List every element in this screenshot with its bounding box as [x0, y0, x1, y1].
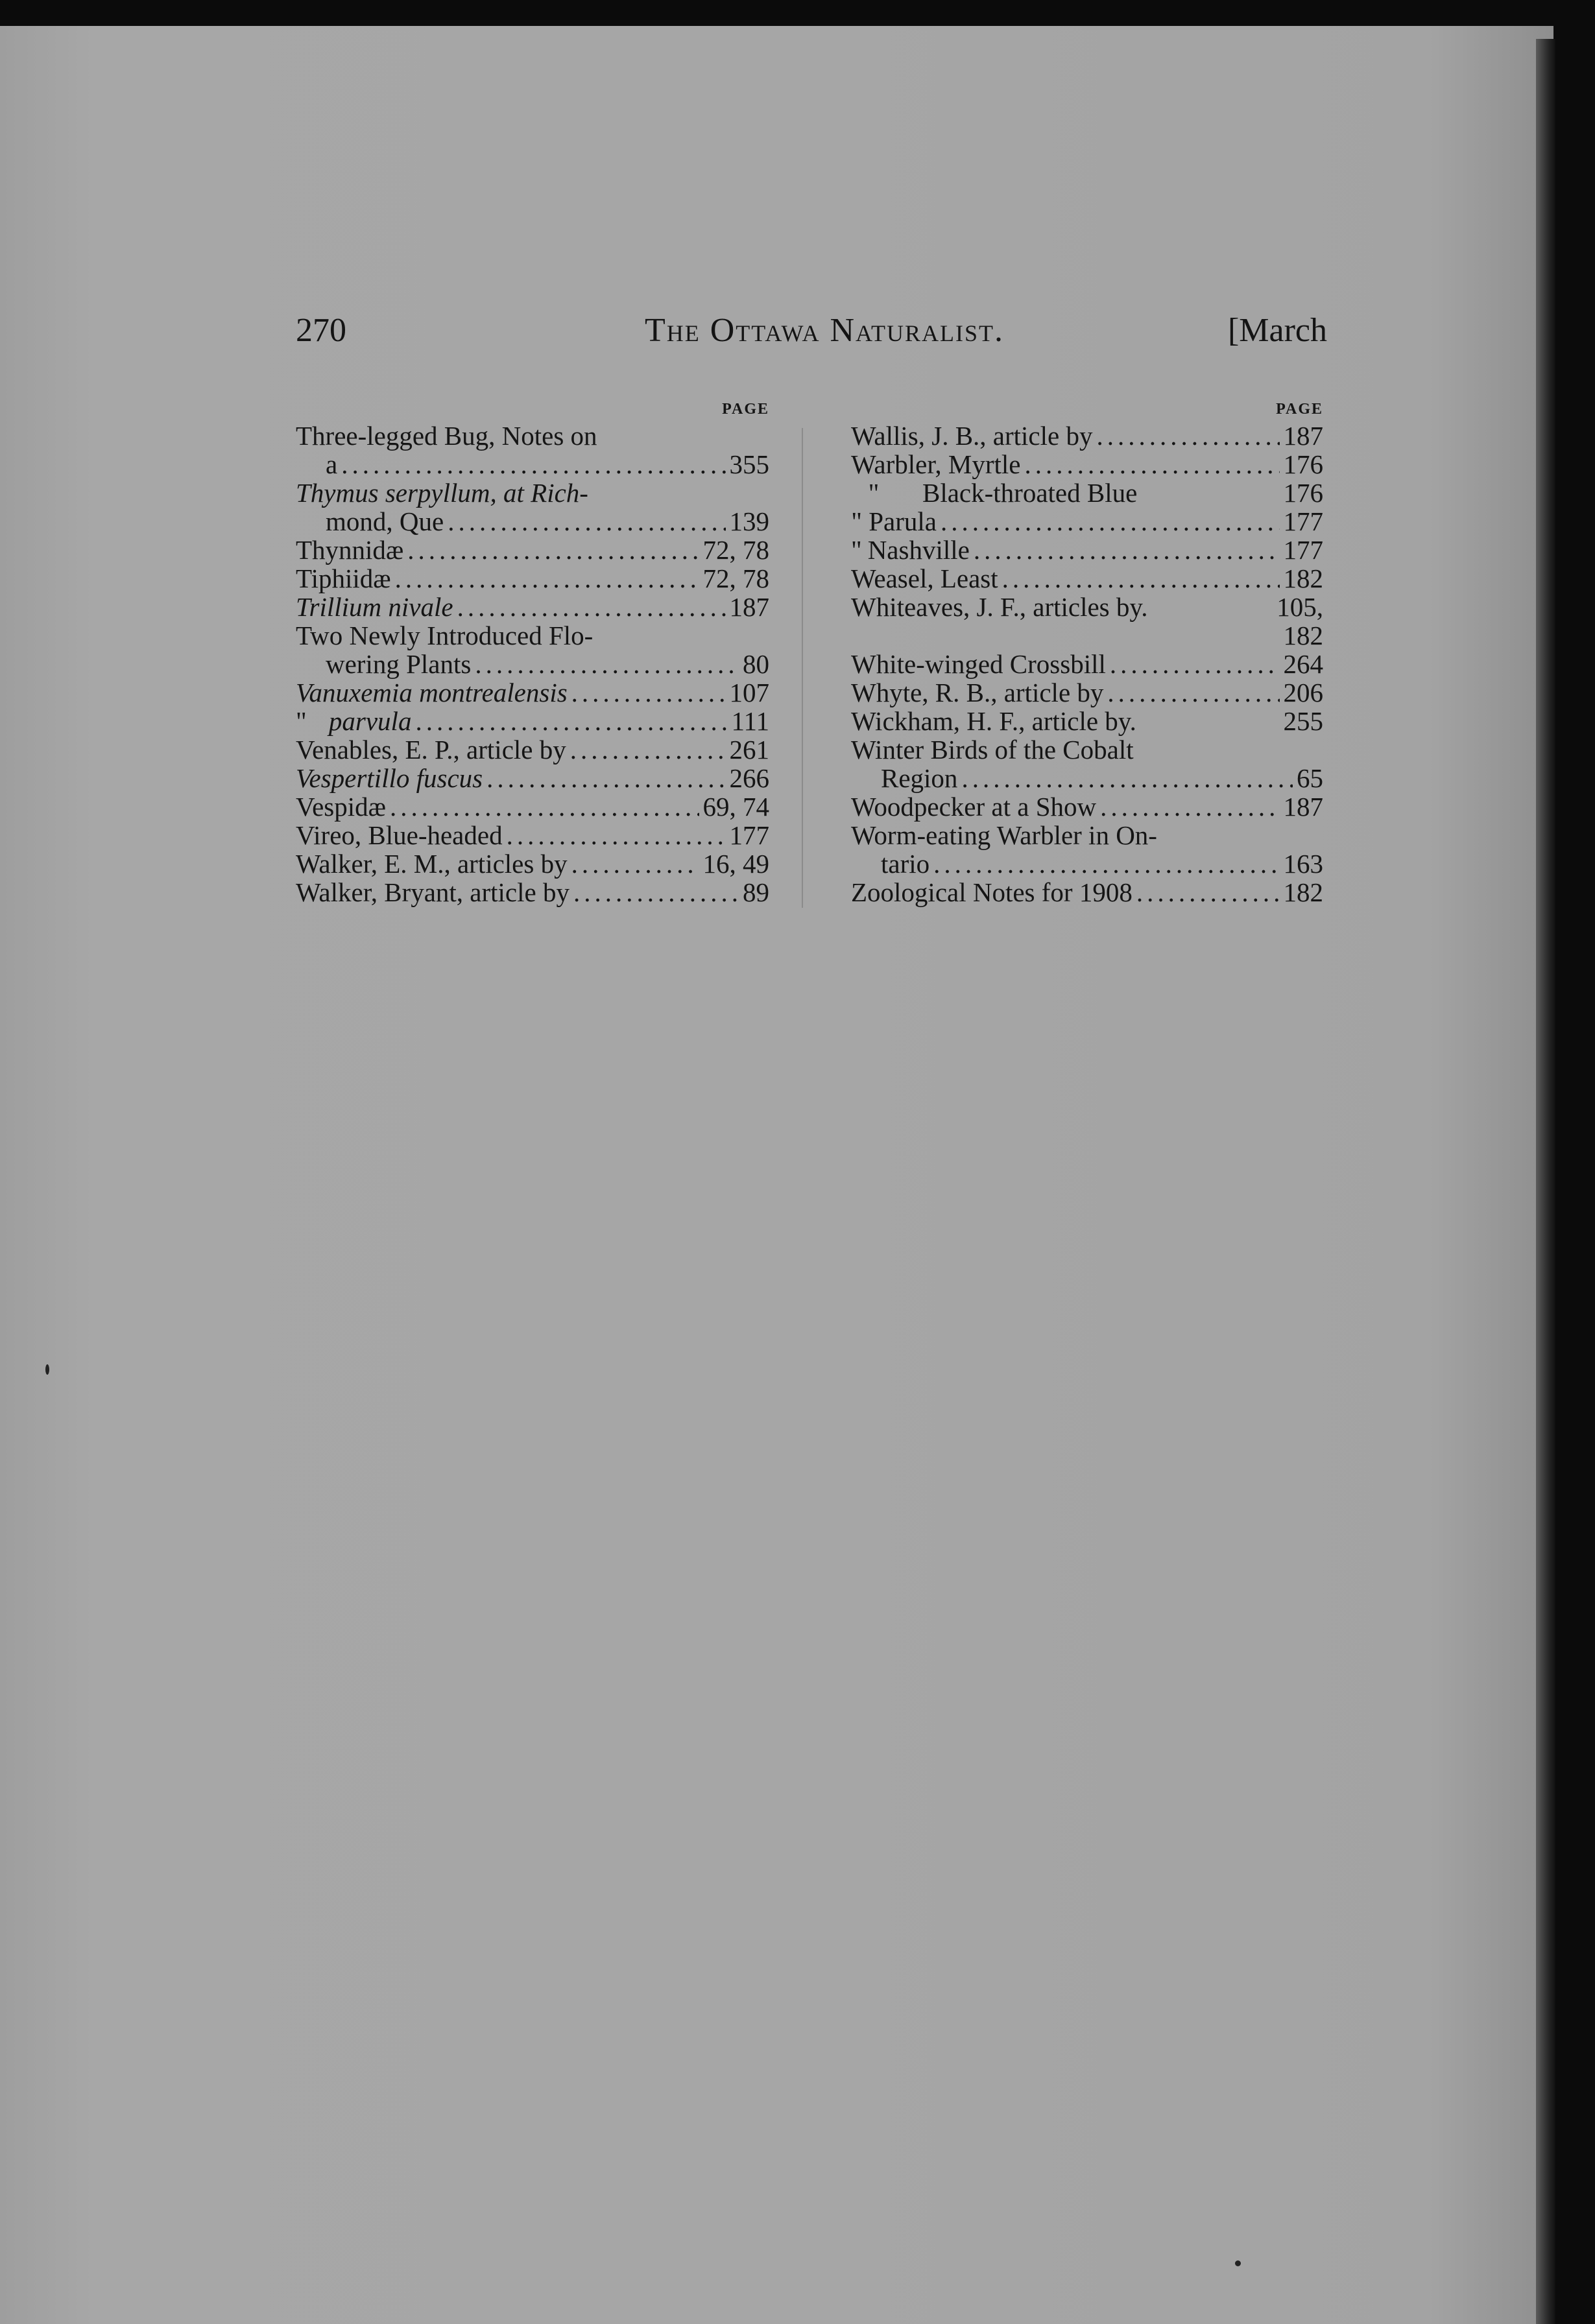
index-entry: [851, 878, 1323, 907]
index-entry: [296, 564, 769, 593]
dot-leader: [507, 821, 726, 849]
index-page-ref: 107: [729, 678, 769, 707]
index-entry: [851, 650, 1323, 678]
index-term: Zoological Notes for 1908: [851, 877, 1133, 907]
index-page-ref: 105,: [1277, 592, 1323, 622]
index-page-ref: 177: [729, 820, 769, 850]
index-entry: [851, 536, 1323, 564]
dot-leader: [1002, 564, 1280, 593]
index-entry: [296, 849, 769, 878]
index-term: wering Plants: [326, 649, 472, 679]
index-page-ref: 176: [1283, 478, 1323, 508]
index-entry: [296, 421, 769, 450]
index-entry: [296, 650, 769, 678]
index-column-left: [296, 397, 769, 907]
index-column-right: [851, 397, 1323, 907]
index-page-ref: 182: [1283, 621, 1323, 650]
ditto-mark: ": [851, 535, 862, 565]
dot-leader: [457, 593, 726, 621]
index-entry: [851, 450, 1323, 479]
index-term: Wallis, J. B., article by: [851, 421, 1093, 451]
dot-leader: [448, 507, 725, 536]
index-page-ref: 264: [1283, 649, 1323, 679]
index-entry: [851, 479, 1323, 507]
index-entry: [296, 707, 769, 735]
page-number: 270: [296, 312, 346, 349]
index-entry: [296, 621, 769, 650]
index-term: White-winged Crossbill: [851, 649, 1106, 679]
index-term: Tiphiidæ: [296, 563, 391, 593]
index-page-ref: 182: [1283, 563, 1323, 593]
index-term: Wickham, H. F., article by.: [851, 706, 1136, 736]
dot-leader: [1100, 792, 1279, 821]
index-term: Nashville: [867, 535, 970, 565]
dot-leader: [573, 878, 739, 907]
index-page-ref: 72, 78: [702, 535, 769, 565]
index-term: Walker, E. M., articles by: [296, 849, 568, 879]
index-term: Three-legged Bug, Notes on: [296, 421, 597, 451]
dot-leader: [961, 764, 1293, 792]
index-page-ref: 111: [731, 706, 769, 736]
column-divider: [802, 428, 803, 908]
index-entry: [296, 507, 769, 536]
index-page-ref: 187: [1283, 792, 1323, 822]
column-heading-page: PAGE: [1276, 401, 1323, 418]
index-term: Whyte, R. B., article by: [851, 678, 1104, 707]
index-term: Two Newly Introduced Flo-: [296, 621, 594, 650]
index-entry: [851, 593, 1323, 621]
dot-leader: [407, 536, 699, 564]
dot-leader: [570, 735, 726, 764]
book-page: [0, 26, 1553, 2324]
index-entry: [296, 678, 769, 707]
index-term: Parula: [869, 506, 937, 536]
index-term: Worm-eating Warbler in On-: [851, 820, 1157, 850]
index-page-ref: 255: [1283, 706, 1323, 736]
index-term: Vespertillo fuscus: [296, 763, 483, 793]
dot-leader: [475, 650, 739, 678]
index-entry: [851, 849, 1323, 878]
dot-leader: [1024, 450, 1279, 479]
scan-speck: [1235, 2260, 1241, 2266]
index-term: Region: [881, 763, 958, 793]
running-head: [296, 311, 1327, 363]
issue-month: [March: [1227, 312, 1327, 349]
index-entry: [851, 821, 1323, 849]
index-term: Black-throated Blue: [922, 478, 1138, 508]
journal-title: The Ottawa Naturalist.: [644, 312, 1005, 349]
dot-leader: [341, 450, 725, 479]
index-page-ref: 163: [1283, 849, 1323, 879]
dot-leader: [1096, 421, 1279, 450]
index-entry: [851, 735, 1323, 764]
index-term: Winter Birds of the Cobalt: [851, 735, 1134, 765]
index-entry: [296, 593, 769, 621]
dot-leader: [571, 849, 699, 878]
index-term: Woodpecker at a Show: [851, 792, 1097, 822]
index-page-ref: 89: [743, 877, 769, 907]
dot-leader: [941, 507, 1280, 536]
index-entry: [296, 821, 769, 849]
index-entry: [296, 450, 769, 479]
book-spine-edge: [1536, 39, 1555, 2324]
index-entry: [851, 421, 1323, 450]
ditto-mark: ": [868, 478, 880, 508]
index-entry: [851, 764, 1323, 792]
index-term: parvula: [328, 706, 412, 736]
index-term: Weasel, Least: [851, 563, 998, 593]
index-term: Vireo, Blue-headed: [296, 820, 503, 850]
index-entry: [851, 564, 1323, 593]
column-heading-page: PAGE: [722, 401, 769, 418]
dot-leader: [390, 792, 699, 821]
index-page-ref: 69, 74: [702, 792, 769, 822]
index-entry: [296, 536, 769, 564]
index-page-ref: 187: [1283, 421, 1323, 451]
index-page-ref: 177: [1283, 506, 1323, 536]
index-entry: [296, 764, 769, 792]
index-term: Vespidæ: [296, 792, 386, 822]
index-page-ref: 187: [729, 592, 769, 622]
index-page-ref: 266: [729, 763, 769, 793]
index-term: tario: [881, 849, 930, 879]
index-term: Walker, Bryant, article by: [296, 877, 570, 907]
index-page-ref: 139: [729, 506, 769, 536]
index-entry: [296, 792, 769, 821]
index-page-ref: 182: [1283, 877, 1323, 907]
index-term: a: [326, 449, 338, 479]
index-page-ref: 16, 49: [702, 849, 769, 879]
index-page-ref: 206: [1283, 678, 1323, 707]
index-page-ref: 176: [1283, 449, 1323, 479]
dot-leader: [395, 564, 699, 593]
index-term: Venables, E. P., article by: [296, 735, 566, 765]
index-term: Whiteaves, J. F., articles by.: [851, 592, 1148, 622]
index-term: Thynnidæ: [296, 535, 404, 565]
dot-leader: [415, 707, 727, 735]
index-term: Vanuxemia montrealensis: [296, 678, 568, 707]
index-page-ref: 72, 78: [702, 563, 769, 593]
dot-leader: [1136, 878, 1280, 907]
index-term: mond, Que: [326, 506, 444, 536]
dot-leader: [933, 849, 1279, 878]
index-entry: [851, 621, 1323, 650]
index-entry: [296, 878, 769, 907]
ditto-mark: ": [851, 506, 863, 536]
index-entry: [851, 707, 1323, 735]
index-page-ref: 80: [743, 649, 769, 679]
ditto-mark: ": [296, 706, 307, 736]
index-entry: [851, 792, 1323, 821]
index-term: Warbler, Myrtle: [851, 449, 1021, 479]
index-entry: [851, 507, 1323, 536]
dot-leader: [974, 536, 1280, 564]
index-page-ref: 65: [1297, 763, 1323, 793]
index-page-ref: 355: [729, 449, 769, 479]
dot-leader: [1107, 678, 1279, 707]
index-term: Thymus serpyllum, at Rich-: [296, 478, 588, 508]
index-page-ref: 177: [1283, 535, 1323, 565]
index-entry: [851, 678, 1323, 707]
dot-leader: [571, 678, 726, 707]
index-entry: [296, 735, 769, 764]
index-entry: [296, 479, 769, 507]
dot-leader: [1110, 650, 1280, 678]
index-term: Trillium nivale: [296, 592, 453, 622]
dot-leader: [486, 764, 725, 792]
scan-speck: [45, 1364, 49, 1375]
index-page-ref: 261: [729, 735, 769, 765]
